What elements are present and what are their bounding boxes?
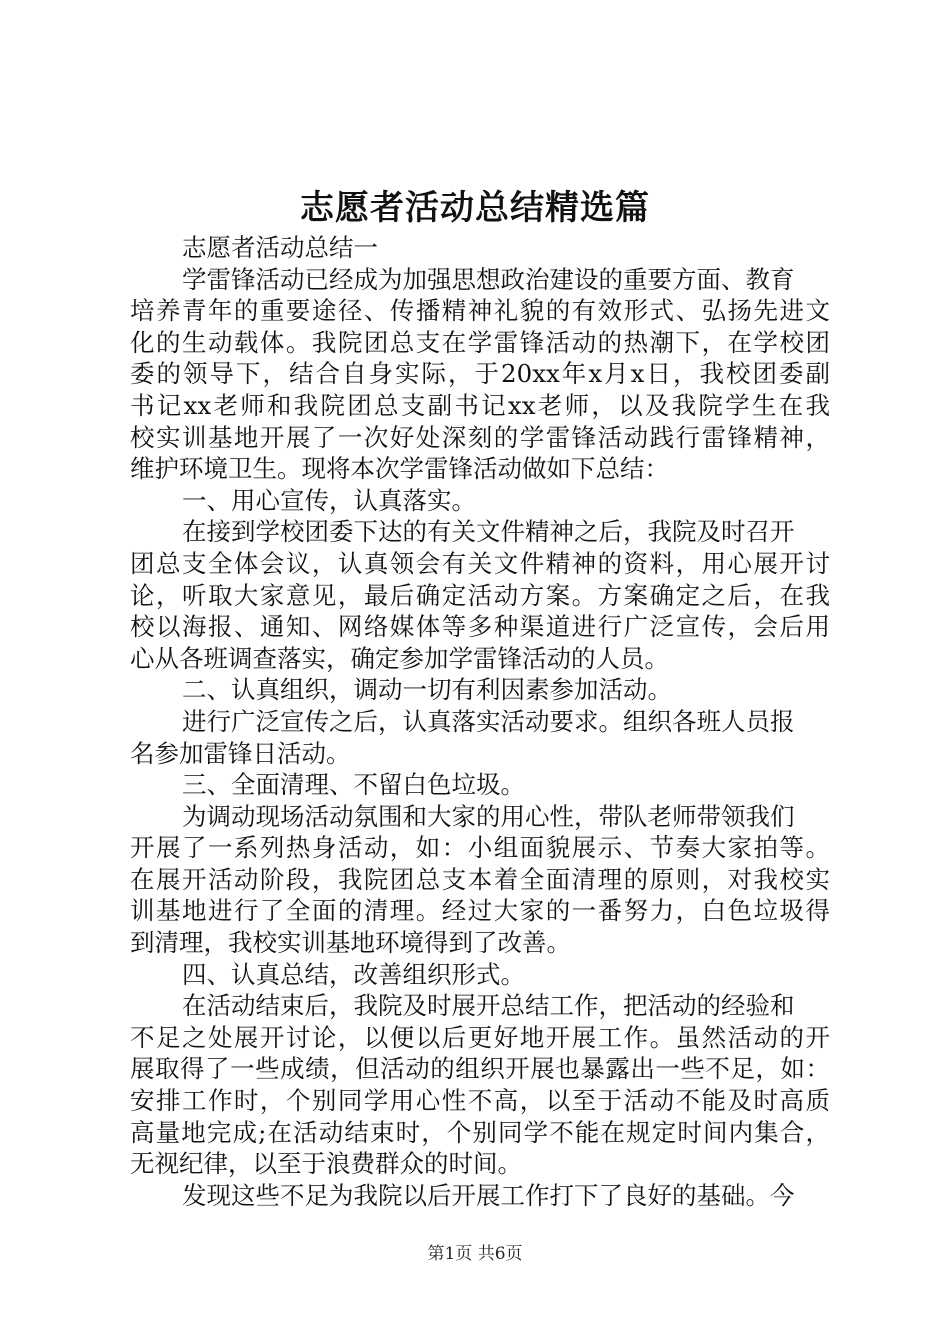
- body-line: 在接到学校团委下达的有关文件精神之后，我院及时召开: [182, 517, 795, 547]
- body-line: 展取得了一些成绩，但活动的组织开展也暴露出一些不足，如：: [130, 1054, 830, 1084]
- body-line: 维护环境卫生。现将本次学雷锋活动做如下总结：: [130, 454, 669, 484]
- body-line: 到清理，我校实训基地环境得到了改善。: [130, 928, 571, 958]
- body-line: 心从各班调查落实，确定参加学雷锋活动的人员。: [130, 643, 669, 673]
- body-line: 团总支全体会议，认真领会有关文件精神的资料，用心展开讨: [130, 548, 830, 578]
- body-line: 开展了一系列热身活动，如：小组面貌展示、节奏大家拍等。: [130, 833, 830, 863]
- body-line: 训基地进行了全面的清理。经过大家的一番努力，白色垃圾得: [130, 896, 830, 926]
- body-line: 二、认真组织，调动一切有利因素参加活动。: [182, 675, 672, 705]
- body-line: 四、认真总结，改善组织形式。: [182, 959, 525, 989]
- body-line: 志愿者活动总结一: [182, 233, 378, 262]
- page-footer: 第1页 共6页: [427, 1244, 523, 1264]
- body-line: 委的领导下，结合自身实际，于20xx年x月x日，我校团委副: [130, 359, 830, 389]
- body-line: 在展开活动阶段，我院团总支本着全面清理的原则，对我校实: [130, 864, 830, 894]
- body-line: 一、用心宣传，认真落实。: [182, 485, 476, 515]
- body-line: 无视纪律，以至于浪费群众的时间。: [130, 1149, 522, 1179]
- body-line: 高量地完成;在活动结束时，个别同学不能在规定时间内集合，: [130, 1117, 830, 1147]
- body-line: 为调动现场活动氛围和大家的用心性，带队老师带领我们: [182, 801, 795, 831]
- body-line: 书记xx老师和我院团总支副书记xx老师，以及我院学生在我: [130, 390, 830, 420]
- body-line: 校以海报、通知、网络媒体等多种渠道进行广泛宣传，会后用: [130, 612, 830, 642]
- body-line: 名参加雷锋日活动。: [130, 738, 351, 768]
- body-line: 不足之处展开讨论，以便以后更好地开展工作。虽然活动的开: [130, 1022, 830, 1052]
- body-line: 培养青年的重要途径、传播精神礼貌的有效形式、弘扬先进文: [130, 296, 830, 326]
- body-line: 学雷锋活动已经成为加强思想政治建设的重要方面、教育: [182, 264, 795, 294]
- body-line: 三、全面清理、不留白色垃圾。: [182, 770, 525, 800]
- body-line: 安排工作时，个别同学用心性不高，以至于活动不能及时高质: [130, 1086, 830, 1116]
- document-body: [130, 232, 830, 1211]
- body-line: 在活动结束后，我院及时展开总结工作，把活动的经验和: [182, 991, 795, 1021]
- body-line: 论，听取大家意见，最后确定活动方案。方案确定之后，在我: [130, 580, 830, 610]
- body-line: 化的生动载体。我院团总支在学雷锋活动的热潮下，在学校团: [130, 327, 830, 357]
- body-line: 发现这些不足为我院以后开展工作打下了良好的基础。今: [182, 1180, 795, 1210]
- body-line: 进行广泛宣传之后，认真落实活动要求。组织各班人员报: [182, 706, 795, 736]
- body-line: 校实训基地开展了一次好处深刻的学雷锋活动践行雷锋精神，: [130, 422, 830, 452]
- document-title: 志愿者活动总结精选篇: [300, 188, 650, 228]
